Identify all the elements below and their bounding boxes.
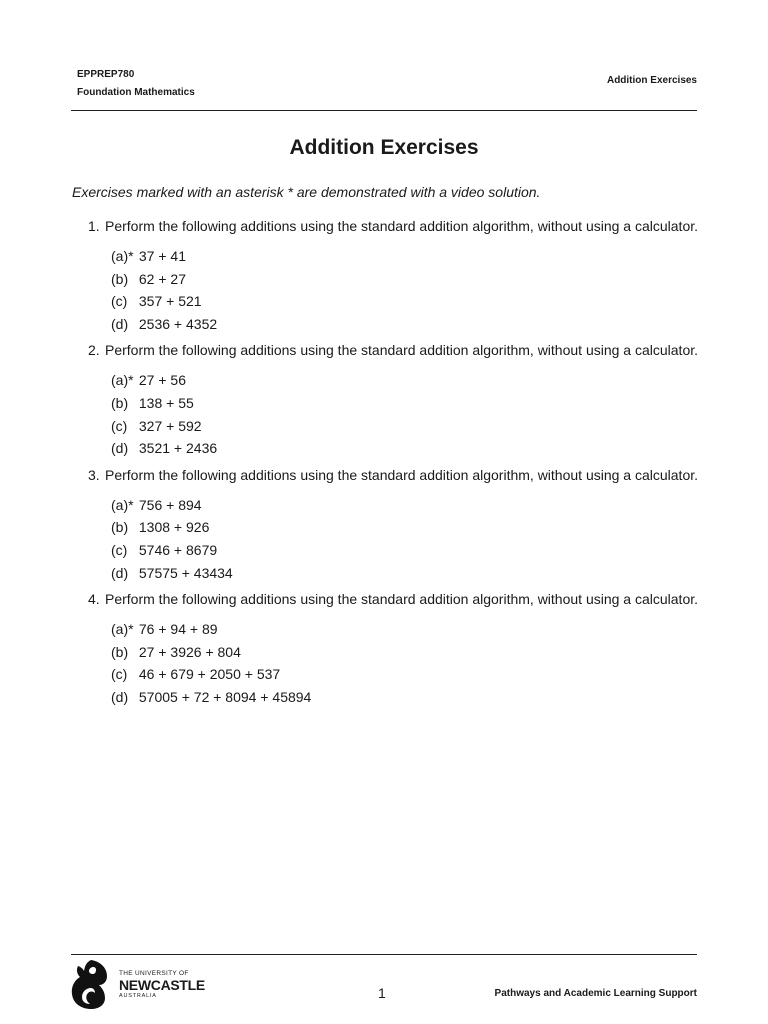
part-expression: 37 + 41 — [138, 248, 186, 264]
part-expression: 138 + 55 — [138, 394, 194, 411]
question-parts — [88, 245, 708, 335]
part-label: (a)* — [111, 496, 134, 513]
footer-divider — [71, 954, 697, 955]
part-label: (d) — [111, 315, 129, 332]
question-part — [111, 268, 708, 291]
header-course-info — [77, 66, 195, 102]
question-part — [111, 313, 708, 336]
part-expression: 327 + 592 — [138, 417, 202, 434]
question-list — [88, 217, 708, 715]
question-parts — [88, 369, 708, 459]
logo-text-line3: AUSTRALIA — [119, 993, 157, 999]
part-expression: 62 + 27 — [138, 270, 186, 287]
part-expression: 76 + 94 + 89 — [138, 621, 218, 638]
question-part — [111, 369, 708, 392]
part-label: (a)* — [111, 621, 134, 638]
question-part — [111, 618, 708, 641]
header-divider — [71, 110, 697, 111]
part-label: (a)* — [111, 248, 134, 264]
question-part — [111, 245, 708, 268]
part-expression: 27 + 56 — [138, 372, 186, 389]
part-expression: 57005 + 72 + 8094 + 45894 — [138, 688, 312, 705]
question-1 — [88, 217, 708, 335]
question-text: Perform the following additions using the standard addition algorithm, without using a calculator. — [105, 591, 699, 608]
part-label: (b) — [111, 270, 129, 287]
question-part — [111, 663, 708, 686]
question-part — [111, 415, 708, 438]
question-part — [111, 494, 708, 517]
question-text: Perform the following additions using the standard addition algorithm, without using a calculator. — [105, 342, 699, 359]
part-expression: 2536 + 4352 — [138, 315, 218, 332]
university-logo — [69, 958, 209, 1010]
question-number: 3. — [88, 466, 100, 483]
course-name: Foundation Mathematics — [77, 87, 195, 98]
page-title: Addition Exercises — [289, 136, 479, 159]
question-part — [111, 290, 708, 313]
footer-department: Pathways and Academic Learning Support — [494, 988, 697, 999]
question-number: 4. — [88, 591, 100, 608]
part-label: (d) — [111, 440, 129, 457]
course-code: EPPREP780 — [77, 69, 135, 80]
part-label: (a)* — [111, 372, 134, 389]
part-expression: 46 + 679 + 2050 + 537 — [138, 666, 281, 683]
logo-text-line2: NEWCASTLE — [119, 977, 205, 993]
part-expression: 5746 + 8679 — [138, 541, 218, 558]
question-part — [111, 392, 708, 415]
part-label: (b) — [111, 643, 129, 660]
question-part — [111, 516, 708, 539]
part-label: (b) — [111, 394, 129, 411]
question-number: 1. — [88, 218, 100, 234]
question-part — [111, 562, 708, 585]
question-4 — [88, 590, 708, 708]
question-number: 2. — [88, 342, 100, 359]
seahorse-crest-icon — [69, 958, 113, 1010]
question-3 — [88, 466, 708, 584]
question-text: Perform the following additions using the standard addition algorithm, without using a calculator. — [105, 218, 699, 234]
question-part — [111, 539, 708, 562]
question-parts — [88, 618, 708, 708]
question-text: Perform the following additions using the standard addition algorithm, without using a calculator. — [105, 466, 699, 483]
question-part — [111, 686, 708, 709]
part-expression: 1308 + 926 — [138, 519, 210, 536]
part-expression: 57575 + 43434 — [138, 564, 233, 581]
part-label: (d) — [111, 688, 129, 705]
part-expression: 3521 + 2436 — [138, 440, 218, 457]
intro-text: Exercises marked with an asterisk * are demonstrated with a video solution. — [72, 184, 541, 200]
page-number: 1 — [378, 985, 386, 1001]
part-label: (c) — [111, 417, 128, 434]
question-2 — [88, 341, 708, 459]
part-label: (b) — [111, 519, 129, 536]
part-label: (c) — [111, 541, 128, 558]
part-label: (d) — [111, 564, 129, 581]
part-expression: 357 + 521 — [138, 293, 202, 310]
part-label: (c) — [111, 666, 128, 683]
question-parts — [88, 494, 708, 584]
question-part — [111, 641, 708, 664]
part-expression: 756 + 894 — [138, 496, 202, 513]
logo-text-line1: THE UNIVERSITY OF — [119, 970, 189, 977]
part-expression: 27 + 3926 + 804 — [138, 643, 241, 660]
question-part — [111, 437, 708, 460]
header-section-title: Addition Exercises — [606, 75, 697, 86]
part-label: (c) — [111, 293, 128, 310]
